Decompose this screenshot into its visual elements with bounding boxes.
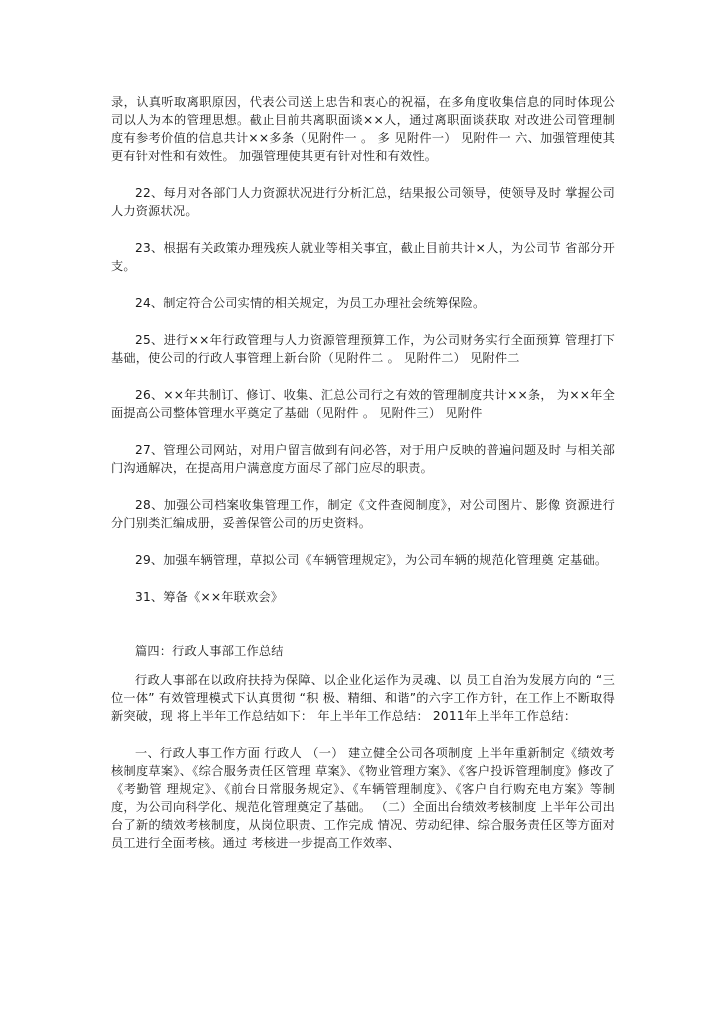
paragraph-item-23: 23、根据有关政策办理残疾人就业等相关事宜，截止目前共计×人，为公司节 省部分开支。	[111, 241, 615, 273]
paragraph-item-29: 29、加强车辆管理，草拟公司《车辆管理规定》，为公司车辆的规范化管理奠 定基础。	[135, 553, 608, 567]
paragraph-item-25: 25、进行××年行政管理与人力资源管理预算工作，为公司财务实行全面预算 管理打下基础，使公司的行政人事管理上新台阶（见附件二 。 见附件二） 见附件二	[111, 333, 615, 365]
paragraph-item-26: 26、××年共制订、修订、收集、汇总公司行之有效的管理制度共计××条， 为××年全面提高公司整体管理水平奠定了基础（见附件 。 见附件三） 见附件	[111, 388, 615, 420]
paragraph-item-31: 31、筹备《××年联欢会》	[135, 590, 284, 604]
document-page	[111, 93, 615, 852]
paragraph-admin-work: 一、行政人事工作方面 行政人 （一） 建立健全公司各项制度 上半年重新制定《绩效考核制度草案》、《综合服务责任区管理 草案》、《物业管理方案》、《客户投诉管理制度》修改了《考勤管 理规定》、《前台日常服务规定》、《车辆管理制度》、《客户自行购充电方案》等制度，为公司向科学化、规范化管理奠定了基础。 （二）全面出台绩效考核制度 上半年公司出台了新的绩效考核制度，从岗位职责、工作完成 情况、劳动纪律、综合服务责任区等方面对员工进行全面考核。通过 考核进一步提高工作效率、	[111, 746, 615, 850]
paragraph-item-22: 22、每月对各部门人力资源状况进行分析汇总，结果报公司领导，使领导及时 掌握公司人力资源状况。	[111, 186, 615, 218]
paragraph-intro: 行政人事部在以政府扶持为保障、以企业化运作为灵魂、以 员工自治为发展方向的 “三位一体” 有效管理模式下认真贯彻 “积 极、精细、和谐”的六字工作方针，在工作上不断取得新突破，现 将上半年工作总结如下： 年上半年工作总结： 2011年上半年工作总结：	[111, 673, 615, 723]
section-heading: 篇四：行政人事部工作总结	[135, 644, 284, 658]
paragraph-item-24: 24、制定符合公司实情的相关规定，为员工办理社会统筹保险。	[135, 296, 486, 310]
paragraph-item-28: 28、加强公司档案收集管理工作，制定《文件查阅制度》，对公司图片、影像 资源进行分门别类汇编成册，妥善保管公司的历史资料。	[111, 498, 615, 530]
paragraph-exit-interview: 录，认真听取离职原因，代表公司送上忠告和衷心的祝福，在多角度收集信息的同时体现公司以人为本的管理思想。截止目前共离职面谈××人，通过离职面谈获取 对改进公司管理制度有参考价值的信息共计××多条（见附件一 。 多 见附件一） 见附件一 六、加强管理使其更有针对性和有效性。 加强管理使其更有针对性和有效性。	[111, 95, 615, 163]
paragraph-item-27: 27、管理公司网站，对用户留言做到有问必答，对于用户反映的普遍问题及时 与相关部门沟通解决，在提高用户满意度方面尽了部门应尽的职责。	[111, 443, 615, 475]
